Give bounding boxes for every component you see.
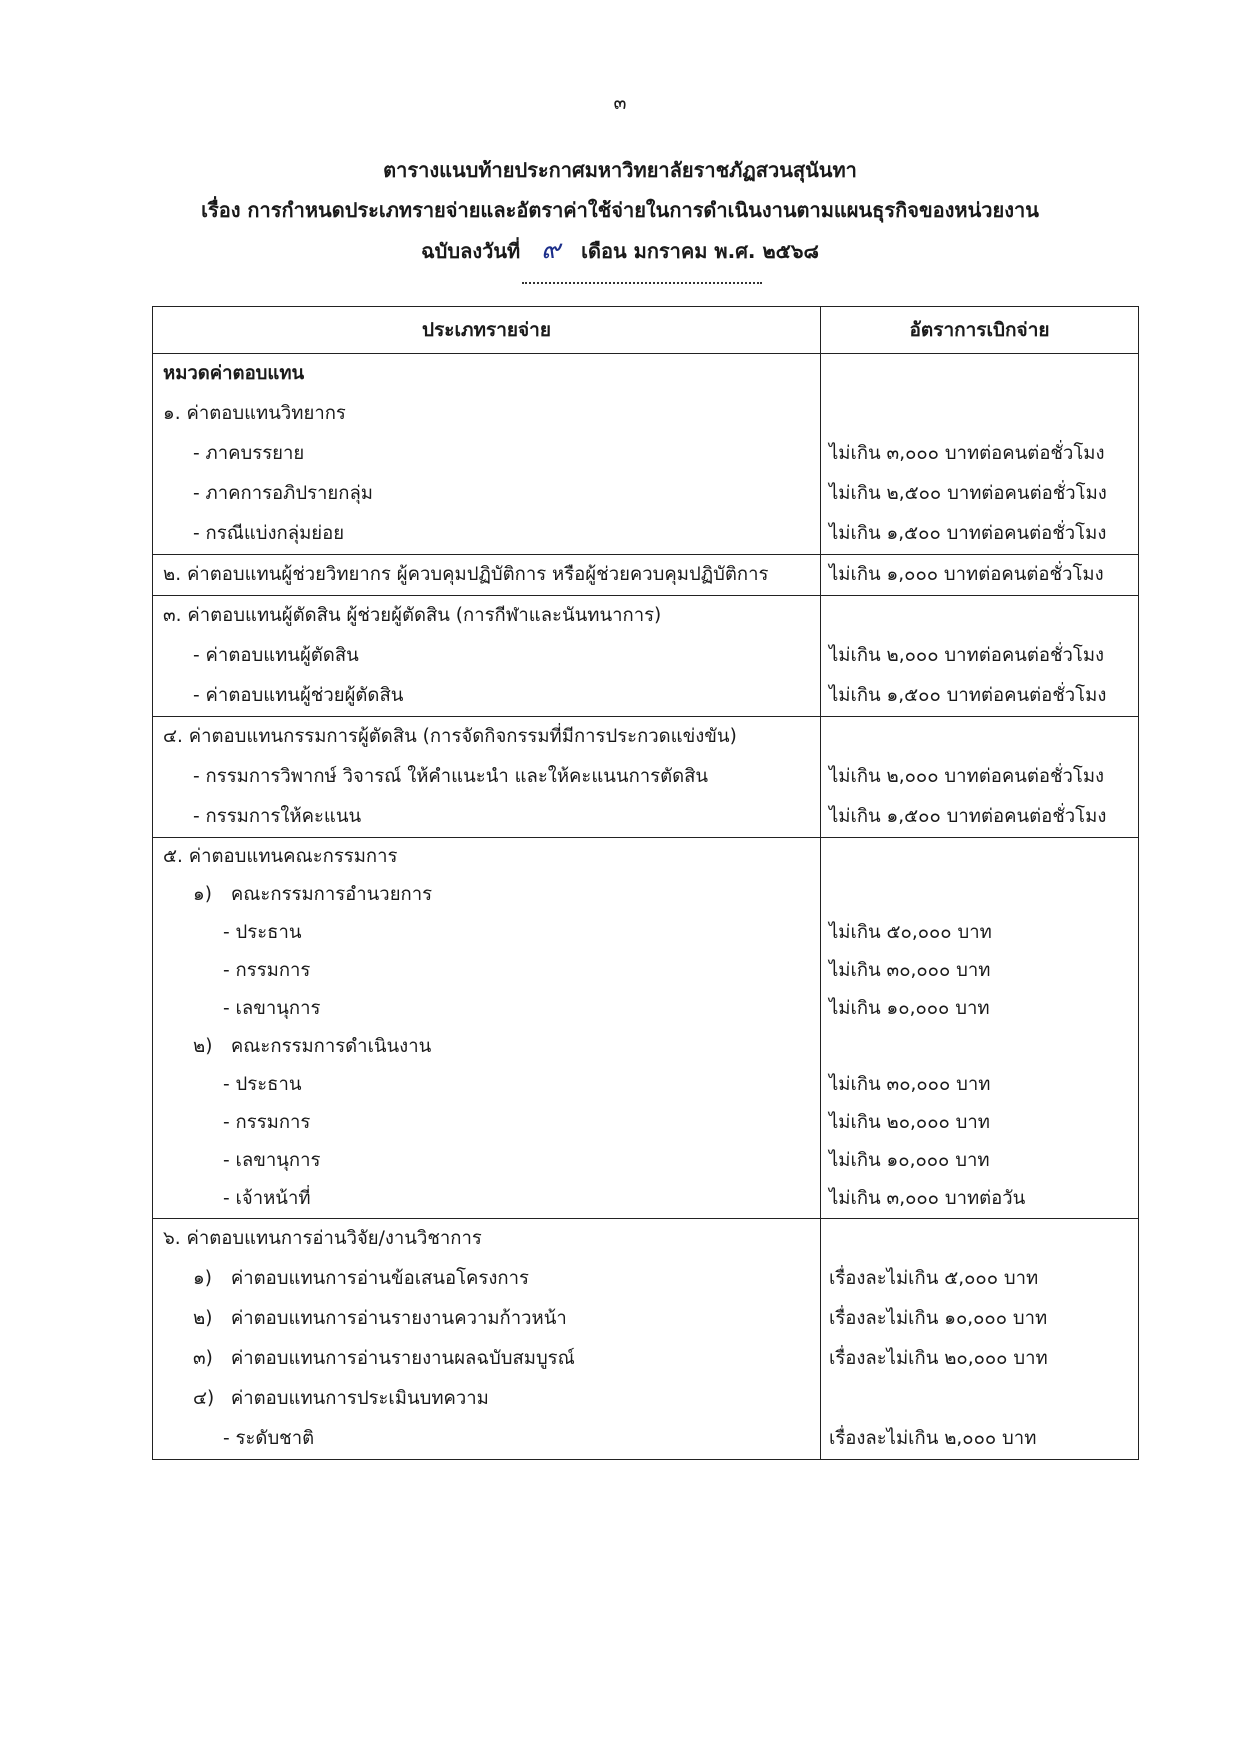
section-1-rate <box>821 354 1139 555</box>
item-rate: ไม่เกิน ๒๐,๐๐๐ บาท <box>829 1112 990 1133</box>
item-label: - กรรมการ <box>223 960 311 981</box>
table-row <box>153 1219 1139 1460</box>
item-label: - กรรมการ <box>223 1112 311 1133</box>
sub-item-label: ค่าตอบแทนการอ่านรายงานผลฉบับสมบูรณ์ <box>230 1348 575 1369</box>
table-row <box>153 596 1139 717</box>
group-number: ๑) <box>193 884 212 905</box>
sub-item-number: ๓) <box>193 1348 213 1369</box>
item-rate: ไม่เกิน ๒,๕๐๐ บาทต่อคนต่อชั่วโมง <box>829 483 1107 504</box>
group-label: คณะกรรมการดำเนินงาน <box>230 1036 432 1057</box>
section-5-rate <box>821 838 1139 1219</box>
sub-item <box>153 1259 820 1299</box>
item-rate: ไม่เกิน ๑,๐๐๐ บาทต่อคนต่อชั่วโมง <box>829 564 1104 585</box>
table-header-row <box>153 307 1139 354</box>
group-title <box>153 1028 820 1066</box>
section-6-type <box>153 1219 821 1460</box>
item-label: - เลขานุการ <box>223 1150 321 1171</box>
sub-item-number: ๑) <box>193 1268 212 1289</box>
item-rate: ไม่เกิน ๓,๐๐๐ บาทต่อวัน <box>829 1188 1026 1209</box>
item-label: - กรรมการให้คะแนน <box>193 806 362 827</box>
document-header <box>0 150 1240 270</box>
section-title: ๖. ค่าตอบแทนการอ่านวิจัย/งานวิชาการ <box>163 1228 482 1249</box>
item-label: - ระดับชาติ <box>223 1428 315 1449</box>
column-header-type: ประเภทรายจ่าย <box>153 307 821 354</box>
item-rate: ไม่เกิน ๓๐,๐๐๐ บาท <box>829 960 991 981</box>
item-label: - เลขานุการ <box>223 998 321 1019</box>
section-6-rate <box>821 1219 1139 1460</box>
sub-item-label: ค่าตอบแทนการประเมินบทความ <box>230 1388 489 1409</box>
section-2-rate <box>821 555 1139 596</box>
sub-item <box>153 1379 820 1419</box>
item-rate: ไม่เกิน ๓,๐๐๐ บาทต่อคนต่อชั่วโมง <box>829 443 1105 464</box>
page-number: ๓ <box>613 92 627 114</box>
item-rate: ไม่เกิน ๑,๕๐๐ บาทต่อคนต่อชั่วโมง <box>829 806 1107 827</box>
item-label: - เจ้าหน้าที่ <box>223 1188 311 1209</box>
category-title: หมวดค่าตอบแทน <box>163 363 305 384</box>
item-rate: ไม่เกิน ๓๐,๐๐๐ บาท <box>829 1074 991 1095</box>
sub-item-label: ค่าตอบแทนการอ่านรายงานความก้าวหน้า <box>230 1308 567 1329</box>
sub-item-label: ค่าตอบแทนการอ่านข้อเสนอโครงการ <box>230 1268 529 1289</box>
item-label: - ค่าตอบแทนผู้ตัดสิน <box>193 645 359 666</box>
item-rate: ไม่เกิน ๑,๕๐๐ บาทต่อคนต่อชั่วโมง <box>829 685 1107 706</box>
item-rate: เรื่องละไม่เกิน ๒,๐๐๐ บาท <box>829 1428 1037 1449</box>
section-title: ๕. ค่าตอบแทนคณะกรรมการ <box>163 846 398 867</box>
item-rate: ไม่เกิน ๒,๐๐๐ บาทต่อคนต่อชั่วโมง <box>829 766 1105 787</box>
item-label: - กรรมการวิพากษ์ วิจารณ์ ให้คำแนะนำ และให้คะแนนการตัดสิน <box>193 766 709 787</box>
section-4-type <box>153 717 821 838</box>
header-date <box>0 230 1240 270</box>
table-row <box>153 838 1139 1219</box>
sub-item <box>153 1339 820 1379</box>
section-title: ๑. ค่าตอบแทนวิทยากร <box>163 403 346 424</box>
item-rate: ไม่เกิน ๒,๐๐๐ บาทต่อคนต่อชั่วโมง <box>829 645 1105 666</box>
group-title <box>153 876 820 914</box>
table-row <box>153 717 1139 838</box>
group-number: ๒) <box>193 1036 213 1057</box>
header-subject: เรื่อง การกำหนดประเภทรายจ่ายและอัตราค่าใช้จ่ายในการดำเนินงานตามแผนธุรกิจของหน่วยงาน <box>201 198 1039 222</box>
table-row <box>153 354 1139 555</box>
section-2-type <box>153 555 821 596</box>
item-label: - ภาคบรรยาย <box>193 443 305 464</box>
item-rate: เรื่องละไม่เกิน ๑๐,๐๐๐ บาท <box>829 1308 1048 1329</box>
item-rate: ไม่เกิน ๑,๕๐๐ บาทต่อคนต่อชั่วโมง <box>829 523 1107 544</box>
item-rate: ไม่เกิน ๑๐,๐๐๐ บาท <box>829 1150 990 1171</box>
section-4-rate <box>821 717 1139 838</box>
table-row <box>153 555 1139 596</box>
item-rate: เรื่องละไม่เกิน ๕,๐๐๐ บาท <box>829 1268 1039 1289</box>
date-prefix: ฉบับลงวันที่ <box>421 239 521 263</box>
section-title: ๔. ค่าตอบแทนกรรมการผู้ตัดสิน (การจัดกิจกรรมที่มีการประกวดแข่งขัน) <box>163 726 737 747</box>
item-rate: ไม่เกิน ๕๐,๐๐๐ บาท <box>829 922 992 943</box>
section-3-type <box>153 596 821 717</box>
item-label: - ค่าตอบแทนผู้ช่วยผู้ตัดสิน <box>193 685 404 706</box>
group-label: คณะกรรมการอำนวยการ <box>230 884 433 905</box>
column-header-rate: อัตราการเบิกจ่าย <box>821 307 1139 354</box>
dotted-separator <box>522 282 762 284</box>
item-label: - ประธาน <box>223 922 302 943</box>
section-1-type <box>153 354 821 555</box>
item-label: - กรณีแบ่งกลุ่มย่อย <box>193 523 345 544</box>
item-rate: ไม่เกิน ๑๐,๐๐๐ บาท <box>829 998 990 1019</box>
section-5-type <box>153 838 821 1219</box>
header-title: ตารางแนบท้ายประกาศมหาวิทยาลัยราชภัฏสวนสุนันทา <box>383 158 857 182</box>
item-label: - ประธาน <box>223 1074 302 1095</box>
item-label: - ภาคการอภิปรายกลุ่ม <box>193 483 373 504</box>
section-3-rate <box>821 596 1139 717</box>
handwritten-day: ๙ <box>541 235 561 265</box>
date-suffix: เดือน มกราคม พ.ศ. ๒๕๖๘ <box>581 239 819 263</box>
section-title: ๒. ค่าตอบแทนผู้ช่วยวิทยากร ผู้ควบคุมปฏิบัติการ หรือผู้ช่วยควบคุมปฏิบัติการ <box>163 564 769 585</box>
item-rate: เรื่องละไม่เกิน ๒๐,๐๐๐ บาท <box>829 1348 1048 1369</box>
sub-item-number: ๒) <box>193 1308 213 1329</box>
sub-item-number: ๔) <box>193 1388 215 1409</box>
section-title: ๓. ค่าตอบแทนผู้ตัดสิน ผู้ช่วยผู้ตัดสิน (การกีฬาและนันทนาการ) <box>163 605 662 626</box>
expense-table <box>152 306 1139 1460</box>
sub-item <box>153 1299 820 1339</box>
